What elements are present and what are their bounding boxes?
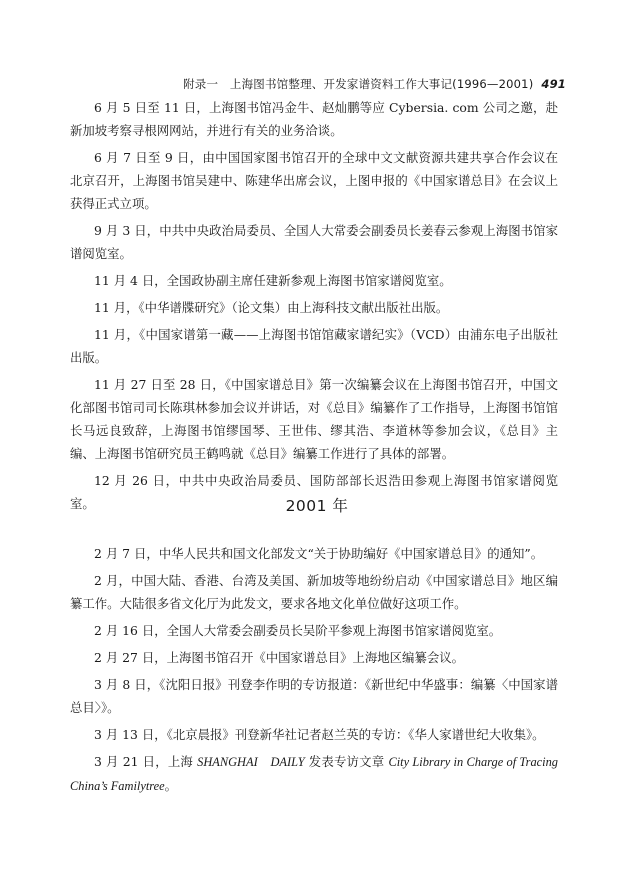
entry-paragraph: 2 月 16 日，全国人大常委会副委员长吴阶平参观上海图书馆家谱阅览室。 xyxy=(94,623,502,638)
page-number: 491 xyxy=(541,77,566,91)
year-heading: 2001 年 xyxy=(285,497,349,515)
entry-paragraph: 6 月 5 日至 11 日，上海图书馆冯金牛、赵灿鹏等应 Cybersia. com 公司之邀，赴新加坡考察寻根网网站，并进行有关的业务洽谈。 xyxy=(70,100,558,138)
entry-paragraph: 2 月 27 日，上海图书馆召开《中国家谱总目》上海地区编纂会议。 xyxy=(94,650,465,665)
entry-paragraph: 11 月，《中华谱牒研究》（论文集）由上海科技文献出版社出版。 xyxy=(94,300,449,315)
entry-paragraph: 12 月 26 日，中共中央政治局委员、国防部部长迟浩田参观上海图书馆家谱阅览室。 xyxy=(70,473,558,511)
entry-suffix: 。 xyxy=(164,778,178,793)
newspaper-name: SHANGHAI DAILY xyxy=(197,755,305,769)
entry-paragraph: 2 月 7 日，中华人民共和国文化部发文“关于协助编好《中国家谱总目》的通知”。 xyxy=(94,546,544,561)
article-title: City Library in Charge of Tracing China’s Familytree xyxy=(70,755,558,793)
entry-paragraph: 2 月，中国大陆、香港、台湾及美国、新加坡等地纷纷启动《中国家谱总目》地区编纂工作。大陆很多省文化厅为此发文，要求各地文化单位做好这项工作。 xyxy=(70,573,558,611)
entry-paragraph: 3 月 13 日，《北京晨报》刊登新华社记者赵兰英的专访：《华人家谱世纪大收集》。 xyxy=(94,727,545,742)
running-header xyxy=(60,76,566,92)
entry-middle: 发表专访文章 xyxy=(304,754,389,769)
entry-paragraph-last xyxy=(70,750,558,798)
entry-paragraph: 3 月 8 日，《沈阳日报》刊登李作明的专访报道：《新世纪中华盛事：编纂〈中国家谱总目〉》。 xyxy=(70,677,558,715)
entry-paragraph: 11 月 4 日，全国政协副主席任建新参观上海图书馆家谱阅览室。 xyxy=(94,273,452,288)
running-title: 附录一 上海图书馆整理、开发家谱资料工作大事记(1996—2001) xyxy=(183,77,534,91)
entry-paragraph: 9 月 3 日，中共中央政治局委员、全国人大常委会副委员长姜春云参观上海图书馆家谱阅览室。 xyxy=(70,223,558,261)
section-2001-entries xyxy=(70,542,558,802)
entry-prefix: 3 月 21 日，上海 xyxy=(94,754,198,769)
section-2000-entries xyxy=(70,96,558,519)
entry-paragraph: 11 月，《中国家谱第一藏——上海图书馆馆藏家谱纪实》（VCD）由浦东电子出版社出版。 xyxy=(70,327,558,365)
entry-paragraph: 11 月 27 日至 28 日，《中国家谱总目》第一次编纂会议在上海图书馆召开，中国文化部图书馆司司长陈琪林参加会议并讲话，对《总目》编纂作了工作指导，上海图书馆馆长马远良致辞，上海图书馆缪国琴、王世伟、缪其浩、李道林等参加会议，《总目》主编、上海图书馆研究员王鹤鸣就《总目》编纂工作进行了具体的部署。 xyxy=(70,377,558,461)
entry-paragraph: 6 月 7 日至 9 日，由中国国家图书馆召开的全球中文文献资源共建共享合作会议在北京召开，上海图书馆吴建中、陈建华出席会议，上图申报的《中国家谱总目》在会议上获得正式立项。 xyxy=(70,150,558,211)
